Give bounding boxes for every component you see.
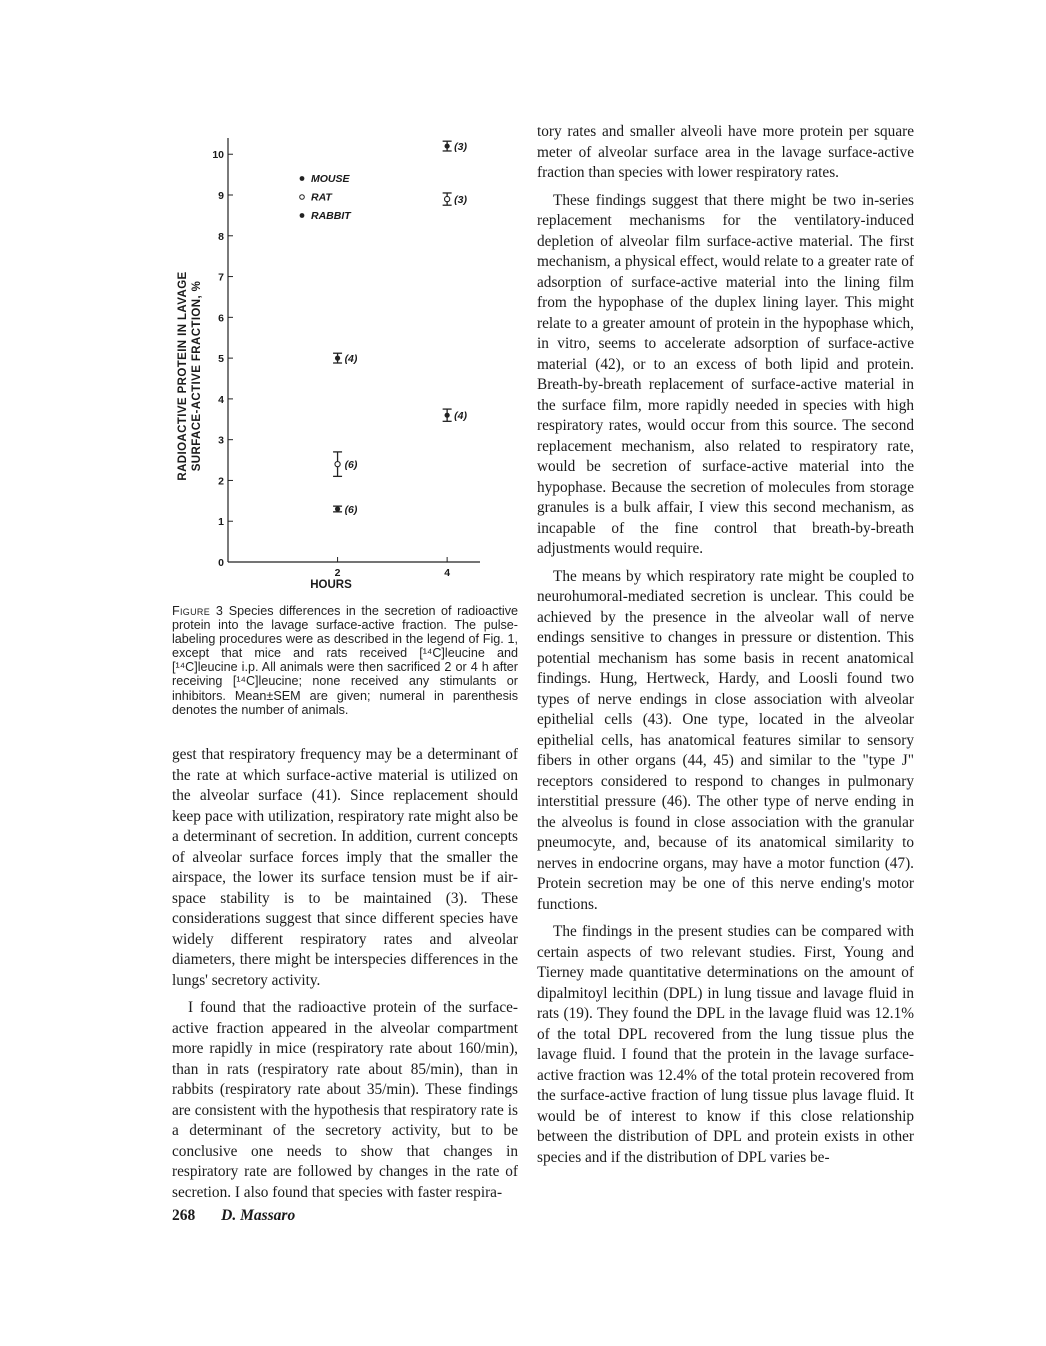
body-left-column [172, 745, 518, 1203]
paragraph: The findings in the present studies can be compared with certain aspects of two relevant studies. First, Young and Tierney made quantitative determinations on the amount of dipalmitoyl lecithin (DPL) in lung tissue and lavage fluid in rats (19). They found the DPL in the lavage fluid was 12.1% of the total DPL recovered from the lung tissue plus the lavage fluid. I found that the protein in the lavage surface-active fraction was 12.4% of the total protein recovered from the surface-active fraction of lung tissue plus lavage fluid. It would be of interest to know if this close relationship between the distribution of DPL and protein exists in other species and if the distribution of DPL varies be- [537, 923, 914, 1166]
data-point-open [445, 196, 450, 201]
page-number: 268 [172, 1207, 196, 1224]
running-author: D. Massaro [221, 1207, 296, 1224]
y-tick-label: 3 [218, 434, 224, 447]
data-point-filled [335, 356, 340, 361]
y-tick-label: 6 [218, 312, 224, 325]
legend-marker-open [300, 195, 305, 200]
legend-label: RABBIT [311, 210, 351, 222]
data-point-open [335, 462, 340, 467]
y-tick-label: 8 [218, 230, 224, 243]
data-point-filled [445, 143, 450, 148]
y-tick-label: 7 [218, 271, 224, 284]
sample-size-label: (6) [344, 503, 358, 516]
scatter-chart [150, 118, 510, 598]
paragraph: gest that respiratory frequency may be a determinant of the rate at which surface-active material is utilized on the alveolar surface (41). Since replacement should keep pace with utilization, respiratory rate might also be a determinant of secretion. In addition, current concepts of alveolar surface forces imply that the smaller the airspace, the lower its surface tension must be if air-space stability is to be maintained (3). These considerations suggest that since different species have widely different respiratory rates and alveolar diameters, there might be interspecies differences in the lungs' secretory activity. [172, 746, 518, 989]
figure-3 [150, 118, 510, 598]
sample-size-label: (4) [344, 353, 358, 366]
y-tick-label: 0 [218, 557, 224, 569]
sample-size-label: (6) [344, 459, 358, 472]
paragraph: These findings suggest that there might be two in-series replacement mechanisms for the ventilatory-induced depletion of alveolar film surface-active material. The first mechanism, a physical effect, would relate to a greater rate of adsorption of surface-active material into the lining film from the hypophase of the duplex lining layer. This might relate to a greater amount of protein in the hypophase which, in vitro, seems to accelerate adsorption of surface-active material (42), or to an excess of both lipid and protein. Breath-by-breath replacement of surface-active material in the surface film, more rapidly needed in species with high respiratory rates, would occur from this source. The second replacement mechanism, also related to respiratory rate, would be secretion of surface-active material into the hypophase. Because the secretion of molecules from storage granules is a bulk affair, I view this second mechanism, as incapable of the fine control that breath-by-breath adjustments would require. [537, 191, 914, 557]
sample-size-label: (3) [454, 141, 467, 154]
caption-text: Species differences in the secretion of radioactive protein into the lavage surface-active fraction. The pulse-labeling procedures were as described in the legend of Fig. 1, except that mice and rats received [¹⁴C]leucine and [¹⁴C]leucine i.p. All animals were then sacrificed 2 or 4 h after receiving [¹⁴C]leucine; none received any stimulants or inhibitors. Mean±SEM are given; numeral in parenthesis denotes the number of animals. [172, 604, 519, 717]
x-tick-label: 4 [444, 567, 451, 579]
sample-size-label: (4) [454, 410, 467, 423]
legend-marker-filled [300, 213, 305, 218]
y-axis-label-line2: SURFACE-ACTIVE FRACTION, % [191, 280, 203, 472]
legend [300, 173, 353, 222]
body-right-column [537, 122, 914, 1168]
caption-label: Figure 3 [172, 604, 224, 618]
legend-label: MOUSE [311, 173, 350, 185]
y-tick-label: 10 [212, 149, 224, 162]
y-tick-label: 2 [218, 475, 224, 488]
legend-marker-filled [300, 176, 305, 181]
figure-caption [172, 604, 518, 717]
y-tick-label: 9 [218, 190, 224, 203]
paragraph: I found that the radioactive protein of the surface-active fraction appeared in the alveolar compartment more rapidly in mice (respiratory rate about 160/min), than in rats (respiratory rate about 85/min), than in rabbits (respiratory rate about 35/min). These findings are consistent with the hypothesis that respiratory rate is a determinant of the secretory activity, but to be conclusive one needs to show that changes in respiratory rate are followed by changes in the rate of secretion. I also found that species with faster respira- [172, 999, 518, 1201]
y-tick-label: 4 [218, 393, 224, 406]
y-tick-label: 1 [218, 516, 224, 529]
data-point-filled [335, 506, 340, 511]
y-tick-label: 5 [218, 353, 224, 366]
x-tick-label: 2 [334, 567, 341, 579]
data-point-filled [445, 413, 450, 418]
data-marks [333, 141, 467, 516]
y-axis-label-line1: RADIOACTIVE PROTEIN IN LAVAGE [177, 271, 189, 481]
x-axis-label: HOURS [310, 579, 352, 591]
paragraph: The means by which respiratory rate might be coupled to neurohumoral-mediated secretion is unclear. This could be achieved by the presence in the alveolar wall of nerve endings sensitive to changes in pressure or distention. This potential mechanism has some basis in recent anatomical findings. Hung, Hertweck, Hardy, and Loosli found two types of nerve endings in close association with alveolar epithelial cells (43). One type, located in the alveolar epithelial cells, has anatomical features similar to sensory fibers in other organs (44, 45) and similar to the "type J" receptors considered to respond to changes in pulmonary interstitial pressure (46). The other type of nerve ending in the alveolus is found in close association with the granular pneumocyte, and, because of its anatomical similarity to nerves in endocrine organs, may have a motor function (47). Protein secretion may be one of this nerve ending's motor functions. [537, 567, 914, 913]
legend-label: RAT [311, 191, 332, 204]
sample-size-label: (3) [454, 194, 467, 207]
paragraph: tory rates and smaller alveoli have more protein per square meter of alveolar surface area in the lavage surface-active fraction than species with lower respiratory rates. [537, 123, 914, 181]
page-footer [172, 1207, 295, 1225]
